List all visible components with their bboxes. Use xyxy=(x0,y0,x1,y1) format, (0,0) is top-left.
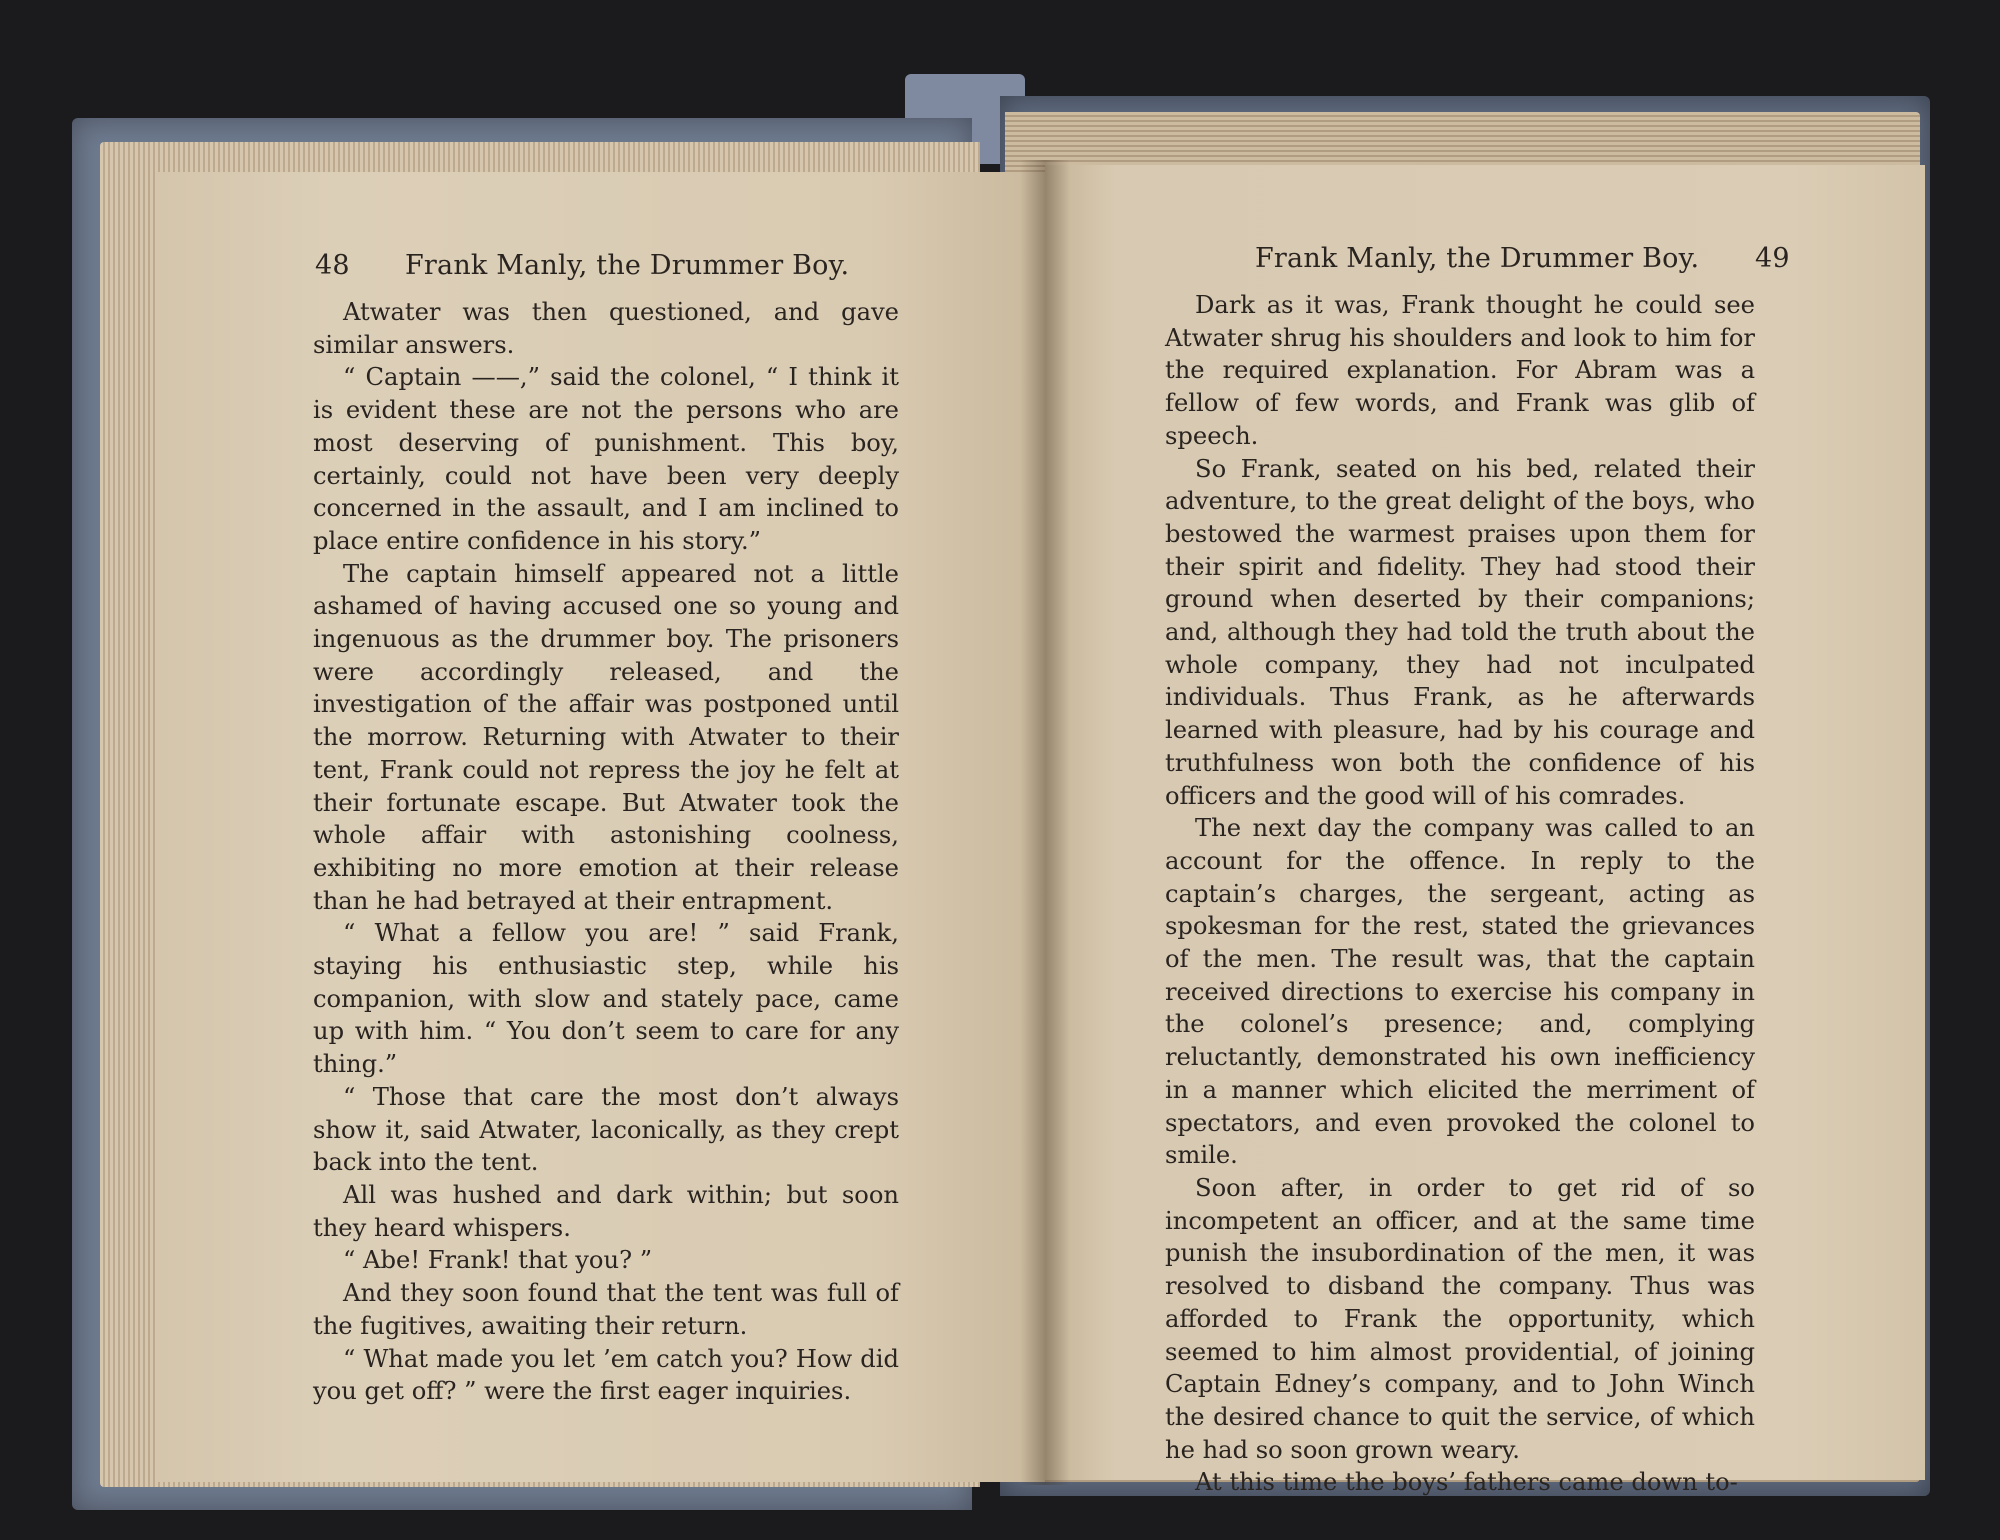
paragraph: At this time the boys’ fathers came down to- xyxy=(1195,1468,1738,1497)
paragraph: “ What a fellow you are! ” said Frank, staying his enthusiastic step, while his companion, with slow and stately pace, came up with him. “ You don’t seem to care for any thing.” xyxy=(313,919,899,1079)
page-number: 48 xyxy=(315,250,350,281)
paragraph: “ Abe! Frank! that you? ” xyxy=(343,1246,653,1275)
paragraph: Soon after, in order to get rid of so incompetent an officer, and at the same time punish the insubordination of the men, it was resolved to disband the company. Thus was afforded to Frank the opportunity, which seemed to him almost providential, of joining Captain Edney’s company, and to John Winch the desired chance to quit the service, of which he had so soon grown weary. xyxy=(1165,1173,1755,1464)
right-page xyxy=(1045,165,1925,1497)
page-body xyxy=(1165,289,1755,1499)
book-gutter xyxy=(1020,160,1070,1485)
left-page xyxy=(155,172,1045,1482)
running-title: Frank Manly, the Drummer Boy. xyxy=(405,250,850,281)
paragraph: “ What made you let ’em catch you? How did you get off? ” were the first eager inquiries. xyxy=(313,1344,899,1406)
paragraph: The captain himself appeared not a little ashamed of having accused one so young and ingenuous as the drummer boy. The prisoners were accordingly released, and the investigation of the affair was postponed until the morrow. Returning with Atwater to their tent, Frank could not repress the joy he felt at their fortunate escape. But Atwater took the whole affair with astonishing coolness, exhibiting no more emotion at their release than he had betrayed at their entrapment. xyxy=(313,559,899,915)
paragraph: Atwater was then questioned, and gave similar answers. xyxy=(313,298,899,359)
paragraph: The next day the company was called to an account for the offence. In reply to the captain’s charges, the sergeant, acting as spokesman for the rest, stated the grievances of the men. The result was, that the captain received directions to exercise his company in the colonel’s presence; and, complying reluctantly, demonstrated his own inefficiency in a manner which elicited the merriment of spectators, and even provoked the colonel to smile. xyxy=(1165,814,1755,1170)
page-number: 49 xyxy=(1755,243,1790,274)
paragraph: And they soon found that the tent was full of the fugitives, awaiting their return. xyxy=(313,1279,899,1340)
paragraph: All was hushed and dark within; but soon they heard whispers. xyxy=(313,1180,899,1242)
page-body xyxy=(313,296,899,1408)
running-title: Frank Manly, the Drummer Boy. xyxy=(1255,243,1700,274)
paragraph: Dark as it was, Frank thought he could see Atwater shrug his shoulders and look to him for the required explanation. For Abram was a fellow of few words, and Frank was glib of speech. xyxy=(1165,291,1755,450)
paragraph: “ Captain ——,” said the colonel, “ I think it is evident these are not the persons who are most deserving of punishment. This boy, certainly, could not have been very deeply concerned in the assault, and I am inclined to place entire confidence in his story.” xyxy=(313,363,899,555)
paragraph: “ Those that care the most don’t always show it, said Atwater, laconically, as they crept back into the tent. xyxy=(313,1082,899,1177)
paragraph: So Frank, seated on his bed, related their adventure, to the great delight of the boys, who bestowed the warmest praises upon them for their spirit and fidelity. They had stood their ground when deserted by their companions; and, although they had told the truth about the whole company, they had not inculpated individuals. Thus Frank, as he afterwards learned with pleasure, had by his courage and truthfulness won both the confidence of his officers and the good will of his comrades. xyxy=(1165,454,1755,810)
